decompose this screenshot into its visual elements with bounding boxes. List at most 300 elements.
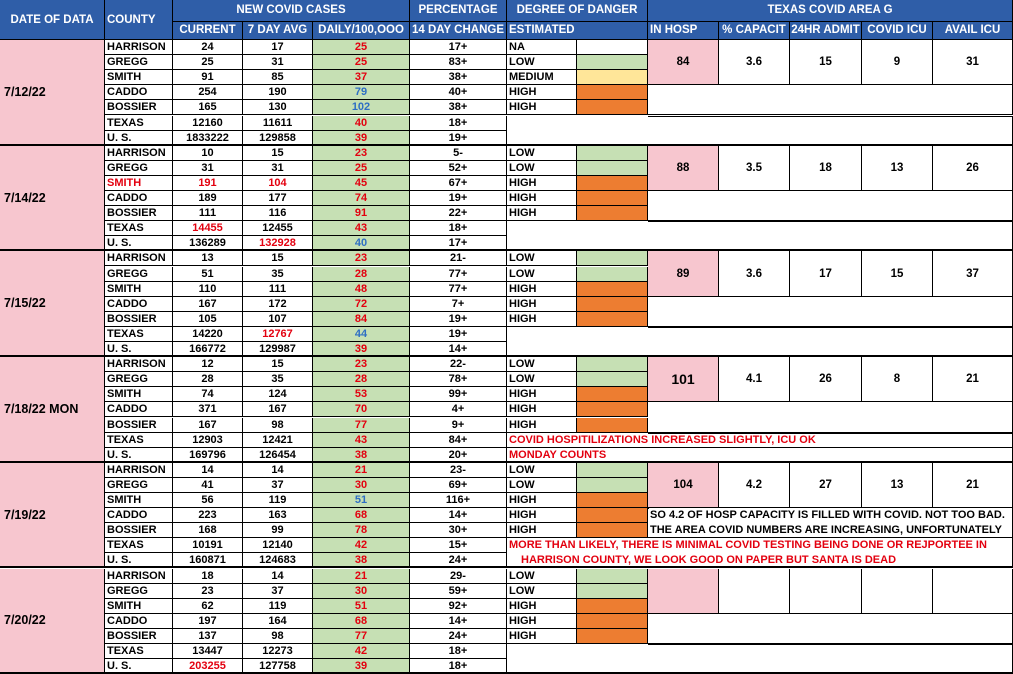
- area-in-hosp: 101: [648, 357, 719, 402]
- seven-day-avg: 167: [243, 402, 313, 417]
- area-in-hosp: [648, 569, 719, 614]
- seven-day-avg: 107: [243, 312, 313, 327]
- current-cases: 62: [173, 599, 243, 614]
- current-cases: 203255: [173, 659, 243, 674]
- current-cases: 28: [173, 372, 243, 387]
- fourteen-day-change: 52+: [410, 161, 507, 176]
- daily-per-100k: 23: [313, 251, 410, 266]
- county-name: HARRISON: [105, 569, 173, 584]
- header-estimated: ESTIMATED: [507, 22, 648, 40]
- daily-per-100k: 45: [313, 176, 410, 191]
- seven-day-avg: 14: [243, 569, 313, 584]
- header-new-cases: NEW COVID CASES: [173, 0, 410, 22]
- daily-per-100k: 25: [313, 40, 410, 55]
- area-avail-icu: 26: [933, 146, 1013, 191]
- area-avail-icu: 37: [933, 251, 1013, 296]
- current-cases: 18: [173, 569, 243, 584]
- county-name: TEXAS: [105, 538, 173, 553]
- seven-day-avg: 17: [243, 40, 313, 55]
- fourteen-day-change: 77+: [410, 282, 507, 297]
- header-county: COUNTY: [105, 0, 173, 40]
- fourteen-day-change: 19+: [410, 327, 507, 342]
- note-line: MONDAY COUNTS: [507, 448, 1013, 463]
- daily-per-100k: 68: [313, 614, 410, 629]
- county-name: BOSSIER: [105, 523, 173, 538]
- fourteen-day-change: 21-: [410, 251, 507, 266]
- area-in-hosp: 104: [648, 463, 719, 508]
- current-cases: 74: [173, 387, 243, 402]
- county-name: CADDO: [105, 297, 173, 312]
- area-admit-24hr: 17: [790, 251, 862, 296]
- seven-day-avg: 12767: [243, 327, 313, 342]
- county-name: TEXAS: [105, 644, 173, 659]
- risk-level: LOW: [507, 161, 577, 176]
- current-cases: 136289: [173, 236, 243, 251]
- county-name: GREGG: [105, 267, 173, 282]
- current-cases: 110: [173, 282, 243, 297]
- date-of-data: 7/14/22: [0, 146, 105, 252]
- county-name: HARRISON: [105, 357, 173, 372]
- risk-swatch: [577, 40, 648, 55]
- daily-per-100k: 68: [313, 508, 410, 523]
- fourteen-day-change: 30+: [410, 523, 507, 538]
- risk-level: HIGH: [507, 176, 577, 191]
- seven-day-avg: 98: [243, 629, 313, 644]
- area-in-hosp: 89: [648, 251, 719, 296]
- daily-per-100k: 72: [313, 297, 410, 312]
- risk-swatch: [577, 70, 648, 85]
- daily-per-100k: 79: [313, 85, 410, 100]
- county-name: GREGG: [105, 584, 173, 599]
- note-line: MORE THAN LIKELY, THERE IS MINIMAL COVID TESTING BEING DONE OR REJPORTEE IN: [507, 538, 1013, 553]
- daily-per-100k: 28: [313, 267, 410, 282]
- seven-day-avg: 116: [243, 206, 313, 221]
- fourteen-day-change: 24+: [410, 553, 507, 568]
- fourteen-day-change: 20+: [410, 448, 507, 463]
- risk-swatch: [577, 161, 648, 176]
- daily-per-100k: 40: [313, 236, 410, 251]
- seven-day-avg: 12421: [243, 433, 313, 448]
- area-covid-icu: 13: [862, 463, 933, 508]
- fourteen-day-change: 4+: [410, 402, 507, 417]
- risk-level: LOW: [507, 267, 577, 282]
- header-pct-capacity: % CAPACIT: [719, 22, 790, 40]
- county-name: U. S.: [105, 448, 173, 463]
- fourteen-day-change: 9+: [410, 418, 507, 433]
- fourteen-day-change: 14+: [410, 342, 507, 357]
- risk-swatch: [577, 206, 648, 221]
- fourteen-day-change: 19+: [410, 191, 507, 206]
- header-degree-of-danger: DEGREE OF DANGER: [507, 0, 648, 22]
- fourteen-day-change: 59+: [410, 584, 507, 599]
- risk-level: LOW: [507, 569, 577, 584]
- fourteen-day-change: 5-: [410, 146, 507, 161]
- current-cases: 10191: [173, 538, 243, 553]
- area-avail-icu: 31: [933, 40, 1013, 85]
- seven-day-avg: 35: [243, 372, 313, 387]
- fourteen-day-change: 19+: [410, 131, 507, 146]
- fourteen-day-change: 29-: [410, 569, 507, 584]
- county-name: HARRISON: [105, 146, 173, 161]
- risk-level: LOW: [507, 251, 577, 266]
- current-cases: 14: [173, 463, 243, 478]
- county-name: CADDO: [105, 191, 173, 206]
- area-pct-capacity: 4.1: [719, 357, 790, 402]
- area-admit-24hr: [790, 569, 862, 614]
- daily-per-100k: 91: [313, 206, 410, 221]
- current-cases: 105: [173, 312, 243, 327]
- current-cases: 24: [173, 40, 243, 55]
- header-date-of-data: DATE OF DATA: [0, 0, 105, 40]
- risk-swatch: [577, 584, 648, 599]
- fourteen-day-change: 84+: [410, 433, 507, 448]
- date-of-data: 7/19/22: [0, 463, 105, 569]
- risk-swatch: [577, 418, 648, 433]
- risk-swatch: [577, 146, 648, 161]
- current-cases: 12903: [173, 433, 243, 448]
- current-cases: 12160: [173, 116, 243, 131]
- seven-day-avg: 12455: [243, 221, 313, 236]
- current-cases: 168: [173, 523, 243, 538]
- date-of-data: 7/18/22 MON: [0, 357, 105, 463]
- risk-level: LOW: [507, 478, 577, 493]
- header-daily-100k: DAILY/100,OOO: [313, 22, 410, 40]
- current-cases: 169796: [173, 448, 243, 463]
- fourteen-day-change: 69+: [410, 478, 507, 493]
- fourteen-day-change: 22+: [410, 206, 507, 221]
- risk-swatch: [577, 478, 648, 493]
- daily-per-100k: 25: [313, 161, 410, 176]
- county-name: HARRISON: [105, 463, 173, 478]
- county-name: U. S.: [105, 659, 173, 674]
- risk-swatch: [577, 493, 648, 508]
- daily-per-100k: 43: [313, 221, 410, 236]
- area-avail-icu: 21: [933, 357, 1013, 402]
- seven-day-avg: 31: [243, 161, 313, 176]
- risk-swatch: [577, 387, 648, 402]
- county-name: U. S.: [105, 553, 173, 568]
- fourteen-day-change: 18+: [410, 644, 507, 659]
- header-percentage: PERCENTAGE: [410, 0, 507, 22]
- county-name: GREGG: [105, 372, 173, 387]
- risk-swatch: [577, 176, 648, 191]
- risk-swatch: [577, 267, 648, 282]
- daily-per-100k: 42: [313, 538, 410, 553]
- blank-region: [507, 327, 1013, 357]
- area-blank: [648, 614, 1013, 644]
- area-in-hosp: 88: [648, 146, 719, 191]
- area-avail-icu: [933, 569, 1013, 614]
- daily-per-100k: 77: [313, 629, 410, 644]
- note-line: SO 4.2 OF HOSP CAPACITY IS FILLED WITH COVID. NOT TOO BAD.: [648, 508, 1013, 523]
- header-covid-icu: COVID ICU: [862, 22, 933, 40]
- fourteen-day-change: 17+: [410, 40, 507, 55]
- county-name: U. S.: [105, 342, 173, 357]
- daily-per-100k: 21: [313, 463, 410, 478]
- risk-swatch: [577, 357, 648, 372]
- fourteen-day-change: 92+: [410, 599, 507, 614]
- daily-per-100k: 70: [313, 402, 410, 417]
- seven-day-avg: 132928: [243, 236, 313, 251]
- risk-level: HIGH: [507, 387, 577, 402]
- county-name: TEXAS: [105, 221, 173, 236]
- risk-swatch: [577, 191, 648, 206]
- risk-swatch: [577, 508, 648, 523]
- county-name: HARRISON: [105, 40, 173, 55]
- risk-level: LOW: [507, 55, 577, 70]
- seven-day-avg: 15: [243, 251, 313, 266]
- daily-per-100k: 42: [313, 644, 410, 659]
- risk-swatch: [577, 463, 648, 478]
- seven-day-avg: 129858: [243, 131, 313, 146]
- risk-swatch: [577, 55, 648, 70]
- risk-swatch: [577, 599, 648, 614]
- current-cases: 41: [173, 478, 243, 493]
- county-name: CADDO: [105, 402, 173, 417]
- risk-level: HIGH: [507, 100, 577, 115]
- seven-day-avg: 15: [243, 146, 313, 161]
- current-cases: 13447: [173, 644, 243, 659]
- county-name: BOSSIER: [105, 418, 173, 433]
- daily-per-100k: 51: [313, 599, 410, 614]
- seven-day-avg: 99: [243, 523, 313, 538]
- seven-day-avg: 111: [243, 282, 313, 297]
- seven-day-avg: 127758: [243, 659, 313, 674]
- header-area-g: TEXAS COVID AREA G: [648, 0, 1013, 22]
- daily-per-100k: 74: [313, 191, 410, 206]
- risk-swatch: [577, 282, 648, 297]
- current-cases: 167: [173, 297, 243, 312]
- daily-per-100k: 39: [313, 659, 410, 674]
- daily-per-100k: 39: [313, 131, 410, 146]
- fourteen-day-change: 83+: [410, 55, 507, 70]
- seven-day-avg: 164: [243, 614, 313, 629]
- area-pct-capacity: [719, 569, 790, 614]
- risk-swatch: [577, 614, 648, 629]
- current-cases: 191: [173, 176, 243, 191]
- seven-day-avg: 126454: [243, 448, 313, 463]
- note-line: HARRISON COUNTY, WE LOOK GOOD ON PAPER BUT SANTA IS DEAD: [507, 553, 1013, 568]
- current-cases: 91: [173, 70, 243, 85]
- fourteen-day-change: 14+: [410, 508, 507, 523]
- fourteen-day-change: 23-: [410, 463, 507, 478]
- current-cases: 14455: [173, 221, 243, 236]
- current-cases: 223: [173, 508, 243, 523]
- current-cases: 31: [173, 161, 243, 176]
- risk-level: HIGH: [507, 206, 577, 221]
- seven-day-avg: 130: [243, 100, 313, 115]
- county-name: TEXAS: [105, 433, 173, 448]
- daily-per-100k: 40: [313, 116, 410, 131]
- current-cases: 14220: [173, 327, 243, 342]
- daily-per-100k: 30: [313, 478, 410, 493]
- fourteen-day-change: 38+: [410, 100, 507, 115]
- area-admit-24hr: 15: [790, 40, 862, 85]
- risk-level: NA: [507, 40, 577, 55]
- risk-swatch: [577, 629, 648, 644]
- risk-level: MEDIUM: [507, 70, 577, 85]
- risk-level: HIGH: [507, 282, 577, 297]
- fourteen-day-change: 38+: [410, 70, 507, 85]
- county-name: CADDO: [105, 85, 173, 100]
- county-name: SMITH: [105, 599, 173, 614]
- area-admit-24hr: 26: [790, 357, 862, 402]
- fourteen-day-change: 17+: [410, 236, 507, 251]
- fourteen-day-change: 18+: [410, 116, 507, 131]
- county-name: SMITH: [105, 176, 173, 191]
- seven-day-avg: 14: [243, 463, 313, 478]
- current-cases: 56: [173, 493, 243, 508]
- risk-level: HIGH: [507, 493, 577, 508]
- daily-per-100k: 25: [313, 55, 410, 70]
- seven-day-avg: 37: [243, 478, 313, 493]
- area-blank: [648, 85, 1013, 115]
- fourteen-day-change: 7+: [410, 297, 507, 312]
- header-14-day-change: 14 DAY CHANGE: [410, 22, 507, 40]
- county-name: GREGG: [105, 55, 173, 70]
- county-name: SMITH: [105, 70, 173, 85]
- current-cases: 111: [173, 206, 243, 221]
- fourteen-day-change: 77+: [410, 267, 507, 282]
- daily-per-100k: 30: [313, 584, 410, 599]
- current-cases: 23: [173, 584, 243, 599]
- blank-region: [507, 221, 1013, 251]
- seven-day-avg: 31: [243, 55, 313, 70]
- current-cases: 51: [173, 267, 243, 282]
- seven-day-avg: 177: [243, 191, 313, 206]
- area-pct-capacity: 3.5: [719, 146, 790, 191]
- daily-per-100k: 48: [313, 282, 410, 297]
- county-name: SMITH: [105, 493, 173, 508]
- seven-day-avg: 37: [243, 584, 313, 599]
- risk-level: LOW: [507, 584, 577, 599]
- seven-day-avg: 98: [243, 418, 313, 433]
- current-cases: 197: [173, 614, 243, 629]
- seven-day-avg: 35: [243, 267, 313, 282]
- county-name: HARRISON: [105, 251, 173, 266]
- risk-swatch: [577, 402, 648, 417]
- seven-day-avg: 163: [243, 508, 313, 523]
- seven-day-avg: 124683: [243, 553, 313, 568]
- daily-per-100k: 23: [313, 146, 410, 161]
- date-of-data: 7/12/22: [0, 40, 105, 146]
- seven-day-avg: 172: [243, 297, 313, 312]
- daily-per-100k: 37: [313, 70, 410, 85]
- county-name: TEXAS: [105, 116, 173, 131]
- seven-day-avg: 190: [243, 85, 313, 100]
- county-name: GREGG: [105, 161, 173, 176]
- daily-per-100k: 38: [313, 553, 410, 568]
- daily-per-100k: 84: [313, 312, 410, 327]
- area-covid-icu: 13: [862, 146, 933, 191]
- header-in-hosp: IN HOSP: [648, 22, 719, 40]
- current-cases: 25: [173, 55, 243, 70]
- fourteen-day-change: 22-: [410, 357, 507, 372]
- blank-region: [507, 644, 1013, 674]
- area-blank: [648, 191, 1013, 221]
- county-name: BOSSIER: [105, 100, 173, 115]
- county-name: U. S.: [105, 236, 173, 251]
- risk-swatch: [577, 100, 648, 115]
- area-admit-24hr: 18: [790, 146, 862, 191]
- risk-swatch: [577, 523, 648, 538]
- blank-region: [507, 116, 1013, 146]
- current-cases: 189: [173, 191, 243, 206]
- area-avail-icu: 21: [933, 463, 1013, 508]
- county-name: CADDO: [105, 614, 173, 629]
- risk-level: LOW: [507, 146, 577, 161]
- current-cases: 166772: [173, 342, 243, 357]
- risk-level: LOW: [507, 357, 577, 372]
- county-name: U. S.: [105, 131, 173, 146]
- seven-day-avg: 15: [243, 357, 313, 372]
- daily-per-100k: 43: [313, 433, 410, 448]
- risk-level: HIGH: [507, 614, 577, 629]
- county-name: BOSSIER: [105, 629, 173, 644]
- risk-level: HIGH: [507, 402, 577, 417]
- area-pct-capacity: 3.6: [719, 251, 790, 296]
- area-blank: [648, 402, 1013, 432]
- county-name: CADDO: [105, 508, 173, 523]
- fourteen-day-change: 24+: [410, 629, 507, 644]
- seven-day-avg: 119: [243, 493, 313, 508]
- fourteen-day-change: 18+: [410, 221, 507, 236]
- header-current: CURRENT: [173, 22, 243, 40]
- county-name: SMITH: [105, 387, 173, 402]
- seven-day-avg: 12140: [243, 538, 313, 553]
- daily-per-100k: 44: [313, 327, 410, 342]
- county-name: BOSSIER: [105, 206, 173, 221]
- risk-level: HIGH: [507, 418, 577, 433]
- area-admit-24hr: 27: [790, 463, 862, 508]
- area-covid-icu: 8: [862, 357, 933, 402]
- note-line: THE AREA COVID NUMBERS ARE INCREASING, UNFORTUNATELY: [648, 523, 1013, 538]
- current-cases: 1833222: [173, 131, 243, 146]
- current-cases: 160871: [173, 553, 243, 568]
- current-cases: 167: [173, 418, 243, 433]
- risk-level: HIGH: [507, 297, 577, 312]
- risk-swatch: [577, 569, 648, 584]
- area-in-hosp: 84: [648, 40, 719, 85]
- fourteen-day-change: 67+: [410, 176, 507, 191]
- area-pct-capacity: 4.2: [719, 463, 790, 508]
- current-cases: 137: [173, 629, 243, 644]
- risk-level: HIGH: [507, 629, 577, 644]
- date-of-data: 7/20/22: [0, 569, 105, 674]
- risk-level: HIGH: [507, 508, 577, 523]
- seven-day-avg: 85: [243, 70, 313, 85]
- risk-level: HIGH: [507, 599, 577, 614]
- current-cases: 254: [173, 85, 243, 100]
- risk-level: HIGH: [507, 85, 577, 100]
- header-7-day-avg: 7 DAY AVG: [243, 22, 313, 40]
- fourteen-day-change: 14+: [410, 614, 507, 629]
- risk-swatch: [577, 85, 648, 100]
- risk-level: HIGH: [507, 191, 577, 206]
- risk-level: HIGH: [507, 523, 577, 538]
- fourteen-day-change: 116+: [410, 493, 507, 508]
- seven-day-avg: 119: [243, 599, 313, 614]
- seven-day-avg: 104: [243, 176, 313, 191]
- area-covid-icu: 9: [862, 40, 933, 85]
- risk-swatch: [577, 312, 648, 327]
- risk-level: LOW: [507, 463, 577, 478]
- county-name: TEXAS: [105, 327, 173, 342]
- risk-swatch: [577, 251, 648, 266]
- area-pct-capacity: 3.6: [719, 40, 790, 85]
- seven-day-avg: 129987: [243, 342, 313, 357]
- current-cases: 371: [173, 402, 243, 417]
